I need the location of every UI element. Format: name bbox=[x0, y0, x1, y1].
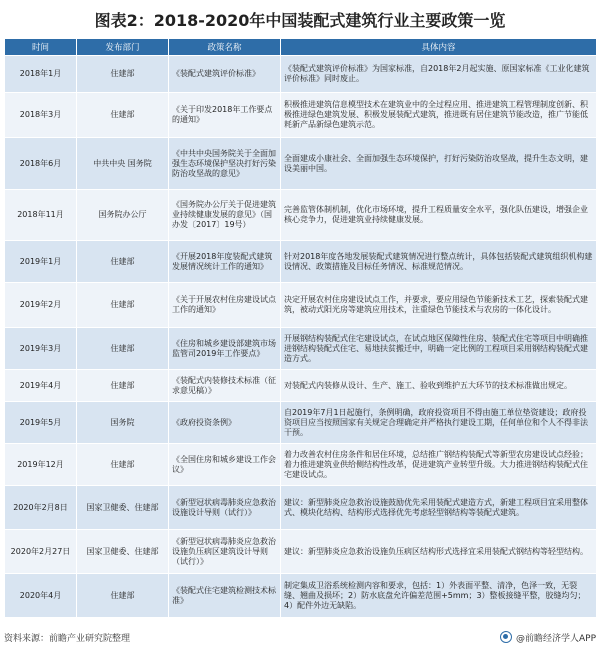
cell-policy: 《新型冠状病毒肺炎应急救治设施设计导则（试行）》 bbox=[169, 486, 281, 530]
cell-time: 2018年3月 bbox=[5, 93, 77, 138]
table-row bbox=[5, 190, 597, 241]
brand-logo-icon bbox=[500, 631, 512, 643]
cell-time: 2020年4月 bbox=[5, 574, 77, 618]
cell-content: 建议：新型肺炎应急救治设施鼓励优先采用装配式建造方式，新建工程项目宜采用整体式、模块化结构、结构形式选择优先考虑轻型钢结构等装配式建筑。 bbox=[281, 486, 597, 530]
cell-dept: 住建部 bbox=[77, 283, 169, 328]
cell-content: 决定开展农村住房建设试点工作，并要求，要应用绿色节能新技术工艺，探索装配式建筑，被动式阳光房等建筑应用技术，注重绿色节能技术与农房的一体化设计。 bbox=[281, 283, 597, 328]
cell-dept: 住建部 bbox=[77, 574, 169, 618]
cell-content: 制定集成卫浴系统检测内容和要求，包括：1）外表面平整、清净，色泽一致，无裂缝、翘曲及损坏；2）防水底盘允许偏差范围+5mm；3）整板接缝平整，胶缝均匀；4）配件外边无缺陷。 bbox=[281, 574, 597, 618]
cell-policy: 《关于印发2018年工作要点的通知》 bbox=[169, 93, 281, 138]
cell-time: 2019年5月 bbox=[5, 402, 77, 444]
cell-content: 完善监管体制机制，优化市场环境，提升工程质量安全水平，强化队伍建设，增强企业核心竞争力，促进建筑业持续健康发展。 bbox=[281, 190, 597, 241]
footer bbox=[4, 627, 596, 647]
cell-dept: 国家卫健委、住建部 bbox=[77, 486, 169, 530]
table-row bbox=[5, 402, 597, 444]
cell-time: 2018年1月 bbox=[5, 56, 77, 93]
cell-dept: 住建部 bbox=[77, 444, 169, 486]
table-row bbox=[5, 241, 597, 283]
cell-policy: 《全国住房和城乡建设工作会议》 bbox=[169, 444, 281, 486]
cell-content: 自2019年7月1日起施行，条例明确，政府投资项目不得由施工单位垫资建设；政府投资项目应当按照国家有关规定合理确定并严格执行建设工期，任何单位和个人不得非法干预。 bbox=[281, 402, 597, 444]
cell-dept: 住建部 bbox=[77, 56, 169, 93]
header-content: 具体内容 bbox=[281, 39, 597, 56]
cell-time: 2019年3月 bbox=[5, 328, 77, 370]
table-header-row bbox=[5, 39, 597, 56]
table-row bbox=[5, 574, 597, 618]
cell-dept: 中共中央 国务院 bbox=[77, 138, 169, 190]
cell-dept: 住建部 bbox=[77, 241, 169, 283]
cell-content: 着力改善农村住房条件和居住环境，总结推广钢结构装配式等新型农房建设试点经验；着力推进建筑业供给侧结构性改革，促进建筑产业转型升级。大力推进钢结构装配式住宅建设试点。 bbox=[281, 444, 597, 486]
cell-content: 针对2018年度各地发展装配式建筑情况进行整点统计，具体包括装配式建筑组织机构建设情况、政策措施及目标任务情况、标准规范情况。 bbox=[281, 241, 597, 283]
table-row bbox=[5, 56, 597, 93]
cell-time: 2018年6月 bbox=[5, 138, 77, 190]
cell-policy: 《新型冠状病毒肺炎应急救治设施负压病区建筑设计导则（试行）》 bbox=[169, 530, 281, 574]
cell-content: 对装配式内装修从设计、生产、施工、验收到维护五大环节的技术标准做出规定。 bbox=[281, 370, 597, 402]
table-row bbox=[5, 370, 597, 402]
cell-policy: 《开展2018年度装配式建筑发展情况统计工作的通知》 bbox=[169, 241, 281, 283]
brand-credit bbox=[500, 631, 596, 644]
cell-policy: 《住房和城乡建设部建筑市场监管司2019年工作要点》 bbox=[169, 328, 281, 370]
policy-table bbox=[4, 38, 597, 618]
cell-dept: 国务院 bbox=[77, 402, 169, 444]
cell-policy: 《装配式住宅建筑检测技术标准》 bbox=[169, 574, 281, 618]
cell-policy: 《关于开展农村住房建设试点工作的通知》 bbox=[169, 283, 281, 328]
cell-content: 建议：新型肺炎应急救治设施负压病区结构形式选择宜采用装配式钢结构等轻型结构。 bbox=[281, 530, 597, 574]
cell-content: 全面建成小康社会、全面加强生态环境保护，打好污染防治攻坚战，提升生态文明，建设美丽中国。 bbox=[281, 138, 597, 190]
header-policy: 政策名称 bbox=[169, 39, 281, 56]
table-row bbox=[5, 93, 597, 138]
cell-policy: 《国务院办公厅关于促进建筑业持续健康发展的意见》（国办发〔2017〕19号） bbox=[169, 190, 281, 241]
cell-dept: 住建部 bbox=[77, 93, 169, 138]
header-dept: 发布部门 bbox=[77, 39, 169, 56]
chart-title: 图表2：2018-2020年中国装配式建筑行业主要政策一览 bbox=[94, 10, 506, 30]
table-row bbox=[5, 444, 597, 486]
cell-dept: 国家卫健委、住建部 bbox=[77, 530, 169, 574]
table-row bbox=[5, 138, 597, 190]
cell-time: 2019年2月 bbox=[5, 283, 77, 328]
cell-time: 2019年4月 bbox=[5, 370, 77, 402]
cell-dept: 国务院办公厅 bbox=[77, 190, 169, 241]
table-row bbox=[5, 530, 597, 574]
cell-policy: 《政府投资条例》 bbox=[169, 402, 281, 444]
cell-time: 2018年11月 bbox=[5, 190, 77, 241]
cell-policy: 《装配式建筑评价标准》 bbox=[169, 56, 281, 93]
cell-content: 积极推进建筑信息模型技术在建筑业中的全过程应用、推进建筑工程管理制度创新、积极推进绿色建筑发展、积极发展装配式建筑，推进既有居住建筑节能改造，推广节能低耗新产品新绿色建筑示范。 bbox=[281, 93, 597, 138]
cell-policy: 《装配式内装修技术标准（征求意见稿）》 bbox=[169, 370, 281, 402]
table-row bbox=[5, 486, 597, 530]
cell-time: 2020年2月27日 bbox=[5, 530, 77, 574]
source-note: 资料来源：前瞻产业研究院整理 bbox=[4, 633, 131, 644]
table-row bbox=[5, 328, 597, 370]
cell-content: 开展钢结构装配式住宅建设试点，在试点地区保障性住房、装配式住宅等项目中明确推进钢结构装配式住宅、易地扶贫搬迁中，明确一定比例的工程项目采用钢结构装配式建造方式。 bbox=[281, 328, 597, 370]
cell-time: 2020年2月8日 bbox=[5, 486, 77, 530]
cell-policy: 《中共中央国务院关于全面加强生态环境保护坚决打好污染防治攻坚战的意见》 bbox=[169, 138, 281, 190]
cell-dept: 住建部 bbox=[77, 328, 169, 370]
cell-time: 2019年12月 bbox=[5, 444, 77, 486]
cell-time: 2019年1月 bbox=[5, 241, 77, 283]
cell-dept: 住建部 bbox=[77, 370, 169, 402]
table-row bbox=[5, 283, 597, 328]
cell-content: 《装配式建筑评价标准》为国家标准，自2018年2月起实施、原国家标准《工业化建筑评价标准》同时废止。 bbox=[281, 56, 597, 93]
header-time: 时间 bbox=[5, 39, 77, 56]
brand-label: @前瞻经济学人APP bbox=[515, 633, 596, 644]
